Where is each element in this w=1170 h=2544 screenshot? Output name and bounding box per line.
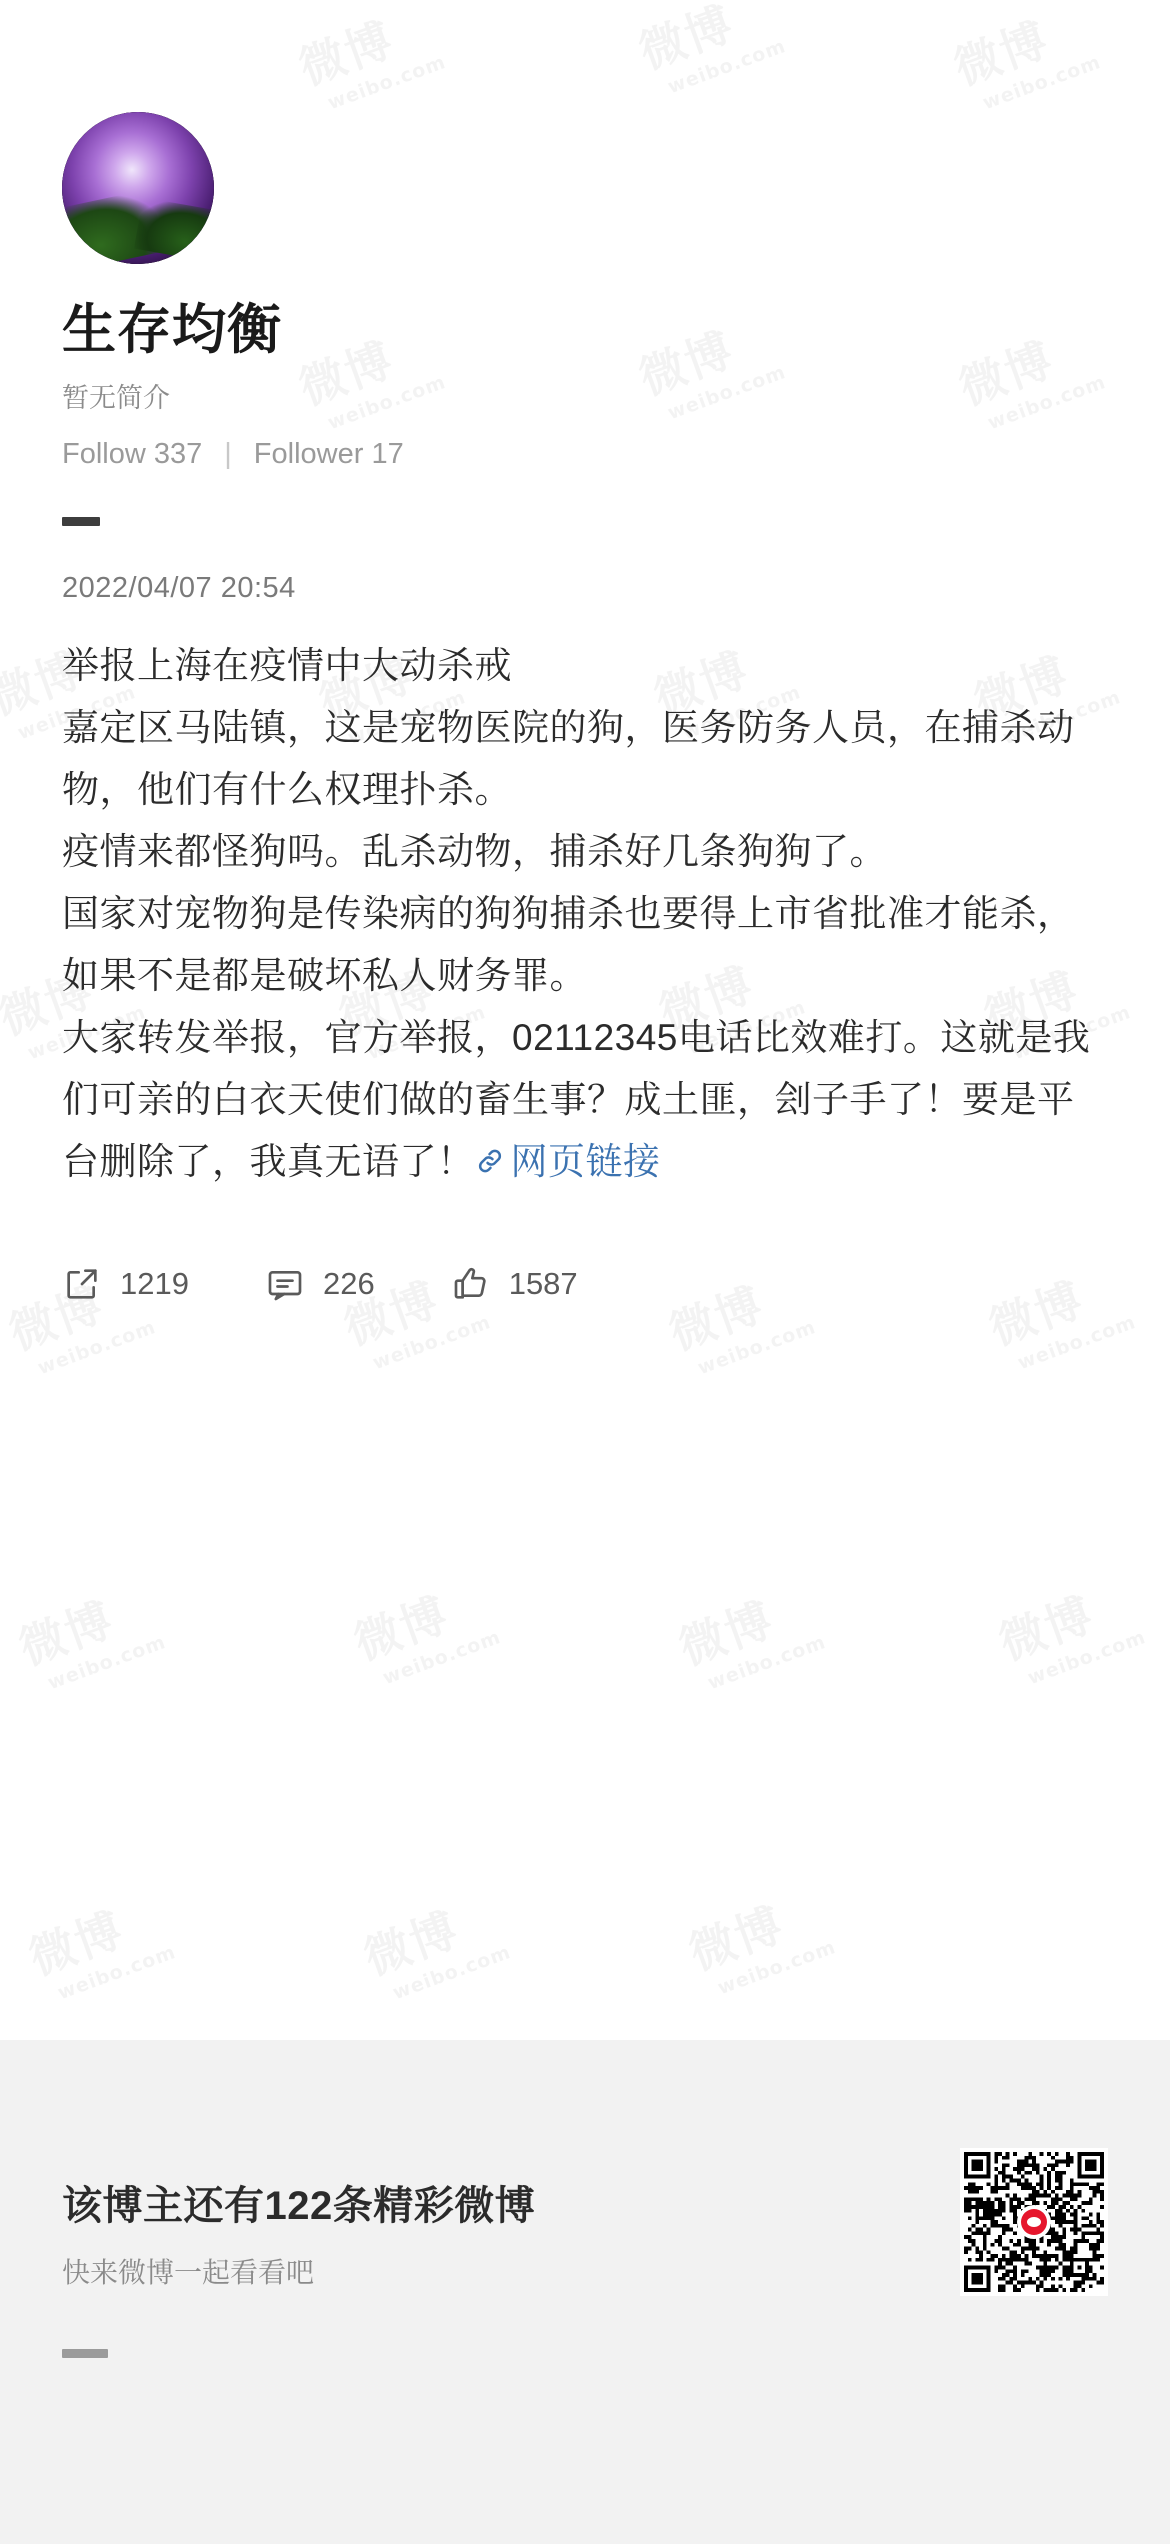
- watermark-cn: [19, 1879, 171, 1988]
- post-paragraph: 国家对宠物狗是传染病的狗狗捕杀也要得上市省批准才能杀，如果不是都是破坏私人财务罪。: [62, 892, 1075, 996]
- watermark-cn: [354, 1879, 506, 1988]
- watermark-en: [665, 35, 789, 98]
- weibo-logo-icon: [1017, 2205, 1051, 2239]
- user-bio: 暂无简介: [62, 382, 170, 413]
- footer-title: 该博主还有122条精彩微博: [62, 2184, 536, 2228]
- footer-divider: [62, 2349, 108, 2358]
- watermark-en: [715, 1936, 839, 1999]
- username[interactable]: 生存均衡: [62, 300, 282, 360]
- follower-count[interactable]: Follower 17: [253, 437, 404, 470]
- watermark-en: [325, 51, 449, 114]
- watermark-cn: [289, 0, 441, 98]
- watermark-en: [1025, 1626, 1149, 1689]
- post-actions: [62, 1249, 1108, 1319]
- watermark-cn: [669, 1569, 821, 1678]
- watermark-en: [35, 1316, 159, 1379]
- web-link[interactable]: [475, 1141, 661, 1182]
- repost-count: 1219: [120, 1265, 189, 1301]
- web-link-label: 网页链接: [510, 1140, 661, 1182]
- comment-count: 226: [322, 1265, 375, 1301]
- repost-icon: [62, 1264, 102, 1304]
- post-paragraph: 疫情来都怪狗吗。乱杀动物，捕杀好几条狗狗了。: [62, 830, 887, 872]
- watermark-en: [380, 1626, 504, 1689]
- watermark-cn: [344, 1564, 496, 1673]
- post-paragraph: 嘉定区马陆镇，这是宠物医院的狗，医务防务人员，在捕杀动物，他们有什么权理扑杀。: [62, 706, 1075, 810]
- watermark-en: [390, 1941, 514, 2004]
- post-timestamp: 2022/04/07 20:54: [62, 571, 296, 604]
- stats-divider: |: [224, 437, 232, 470]
- watermark-en: [1015, 1311, 1139, 1374]
- watermark-en: [55, 1941, 179, 2004]
- follow-count[interactable]: Follow 337: [62, 437, 203, 470]
- footer-subtitle: 快来微博一起看看吧: [62, 2257, 315, 2288]
- like-count: 1587: [508, 1265, 578, 1301]
- watermark-cn: [944, 0, 1096, 98]
- watermark-cn: [989, 1564, 1141, 1673]
- weibo-qr-code[interactable]: [960, 2148, 1108, 2296]
- watermark-cn: [9, 1569, 161, 1678]
- comment-icon: [265, 1264, 305, 1304]
- watermark-en: [980, 51, 1104, 114]
- post-paragraph-text: 大家转发举报，官方举报，02112345电话比效难打。这就是我们可亲的白衣天使们做的畜生事？成土匪，刽子手了！要是平台删除了，我真无语了！: [62, 1016, 1091, 1182]
- watermark-cn: [679, 1874, 831, 1983]
- like-action[interactable]: [451, 1264, 578, 1304]
- link-icon: [475, 1133, 505, 1195]
- post-content: [0, 112, 1170, 1319]
- repost-action[interactable]: [62, 1264, 189, 1304]
- avatar[interactable]: [62, 112, 214, 264]
- watermark-en: [45, 1631, 169, 1694]
- watermark-cn: [629, 0, 781, 82]
- post-paragraph: 举报上海在疫情中大动杀戒: [62, 644, 512, 686]
- watermark-en: [695, 1316, 819, 1379]
- post-paragraph-with-link: [62, 1007, 1108, 1195]
- watermark-en: [705, 1631, 829, 1694]
- comment-action[interactable]: [265, 1264, 375, 1304]
- watermark-en: [370, 1311, 494, 1374]
- user-stats: [62, 438, 1108, 471]
- section-divider: [62, 517, 100, 526]
- like-icon: [451, 1264, 491, 1304]
- footer-promo: [0, 2040, 1170, 2544]
- post-text: [62, 635, 1108, 1195]
